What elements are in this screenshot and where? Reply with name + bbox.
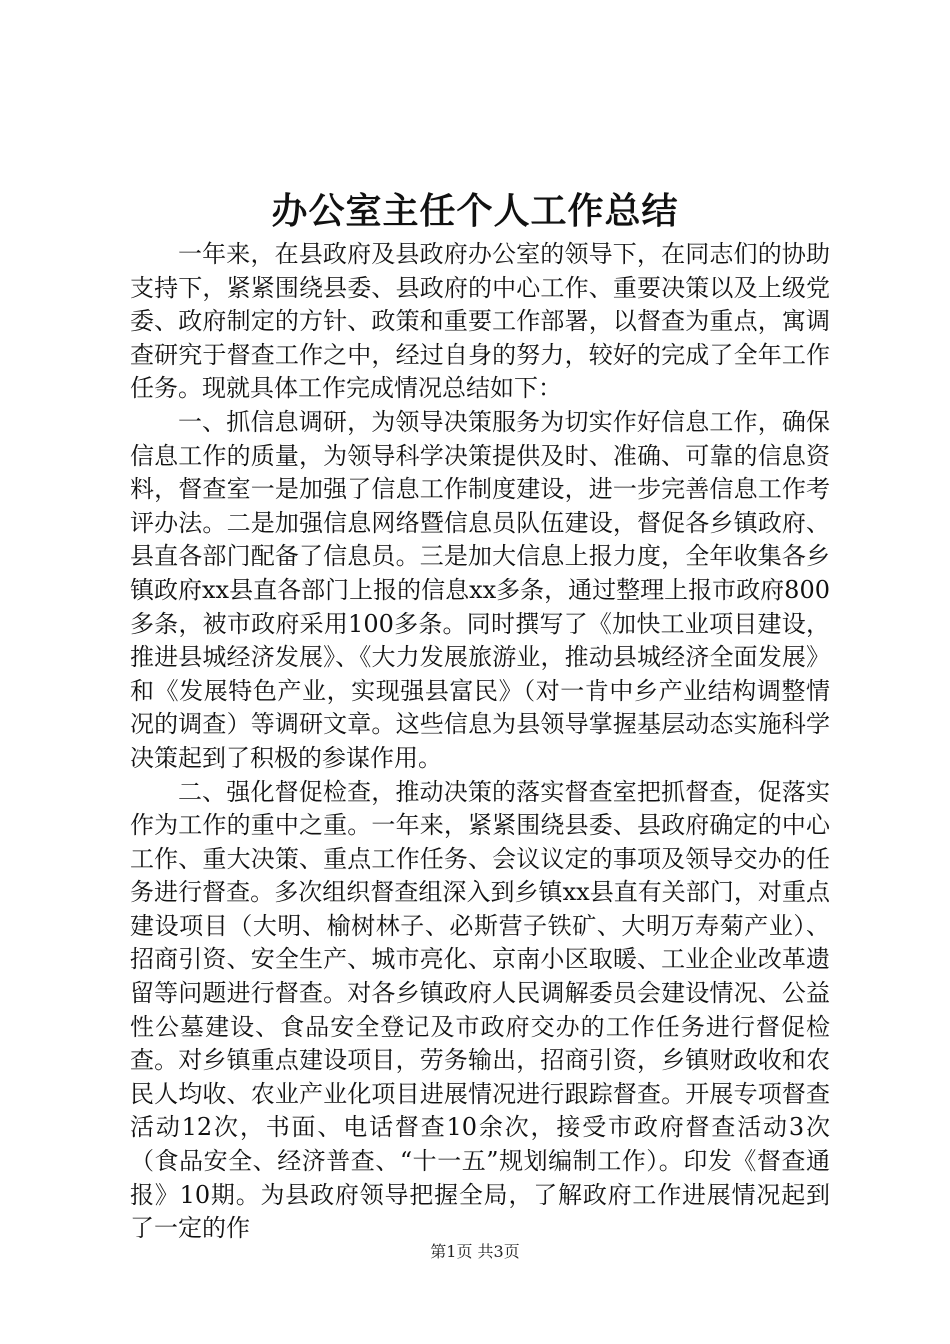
- paragraph-section-2: 二、强化督促检查，推动决策的落实督查室把抓督查，促落实作为工作的重中之重。一年来，紧紧围绕县委、县政府确定的中心工作、重大决策、重点工作任务、会议议定的事项及领导交办的任务进行督查。多次组织督查组深入到乡镇xx县直有关部门，对重点建设项目（大明、榆树林子、必斯营子铁矿、大明万寿菊产业）、招商引资、安全生产、城市亮化、京南小区取暖、工业企业改革遗留等问题进行督查。对各乡镇政府人民调解委员会建设情况、公益性公墓建设、食品安全登记及市政府交办的工作任务进行督促检查。对乡镇重点建设项目，劳务输出，招商引资，乡镇财政收和农民人均收、农业产业化项目进展情况进行跟踪督查。开展专项督查活动12次，书面、电话督查10余次，接受市政府督查活动3次（食品安全、经济普查、“十一五”规划编制工作）。印发《督查通报》10期。为县政府领导把握全局，了解政府工作进展情况起到了一定的作: [130, 777, 830, 1243]
- document-body: [130, 238, 830, 1246]
- paragraph-section-1: 一、抓信息调研，为领导决策服务为切实作好信息工作，确保信息工作的质量，为领导科学决策提供及时、准确、可靠的信息资料，督查室一是加强了信息工作制度建设，进一步完善信息工作考评办法。二是加强信息网络暨信息员队伍建设，督促各乡镇政府、县直各部门配备了信息员。三是加大信息上报力度，全年收集各乡镇政府xx县直各部门上报的信息xx多条，通过整理上报市政府800多条，被市政府采用100多条。同时撰写了《加快工业项目建设，推进县城经济发展》、《大力发展旅游业，推动县城经济全面发展》和《发展特色产业，实现强县富民》（对一肯中乡产业结构调整情况的调查）等调研文章。这些信息为县领导掌握基层动态实施科学决策起到了积极的参谋作用。: [130, 407, 830, 772]
- page-footer: 第1页 共3页: [430, 1242, 520, 1261]
- document-title: 办公室主任个人工作总结: [271, 190, 679, 232]
- paragraph-intro: 一年来，在县政府及县政府办公室的领导下，在同志们的协助支持下，紧紧围绕县委、县政府的中心工作、重要决策以及上级党委、政府制定的方针、政策和重要工作部署，以督查为重点，寓调查研究于督查工作之中，经过自身的努力，较好的完成了全年工作任务。现就具体工作完成情况总结如下：: [130, 240, 830, 403]
